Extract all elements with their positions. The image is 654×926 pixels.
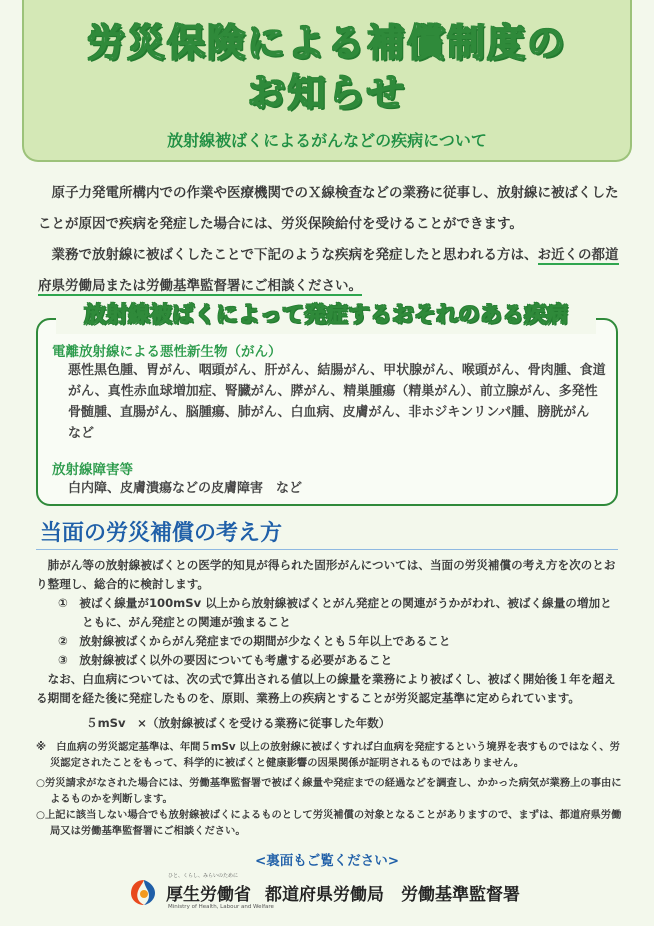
offices-name: 都道府県労働局 労働基準監督署 — [265, 884, 520, 905]
intro-p2-plain: 業務で放射線に被ばくしたことで下記のような疾病を発症したと思われる方は、 — [51, 247, 538, 263]
policy-heading: 当面の労災補償の考え方 — [40, 521, 283, 546]
policy-heading-rule — [36, 549, 618, 550]
policy-paragraph-2: なお、白血病については、次の式で算出される値以上の線量を業務により被ばくし、被ばく開始後１年を超える期間を経た後に発症したものを、原則、業務上の疾病とすることが労災認定基準に定められています。 — [36, 672, 616, 705]
section-cancer-heading: 電離放射線による悪性新生物（がん） — [52, 344, 282, 360]
section-radiation-body: 白内障、皮膚潰瘍などの皮膚障害 など — [68, 481, 303, 496]
section-radiation-heading: 放射線障害等 — [52, 462, 133, 478]
intro-p2-highlight: お近くの都道府県労働局または労働基準監督署にご相談ください。 — [38, 247, 619, 294]
ministry-block — [166, 880, 265, 905]
ministry-english-name: Ministry of Health, Labour and Welfare — [168, 904, 274, 910]
ministry-logo-icon — [128, 876, 160, 908]
ministry-tagline: ひと、くらし、みらいのために — [168, 873, 239, 879]
note-circle-1: ○労災請求がなされた場合には、労働基準監督署で被ばく線量や発症までの経過などを調査し、かかった病気が業務上の事由によるものかを判断します。 — [36, 777, 622, 805]
leukemia-formula: ５mSv ×（放射線被ばくを受ける業務に従事した年数） — [86, 716, 391, 730]
back-page-note: <裏面もご覧ください> — [254, 853, 400, 869]
footnote: ※ 白血病の労災認定基準は、年間５mSv 以上の放射線に被ばくすれば白血病を発症するという境界を表すものではなく、労災認定されたことをもって、科学的に被ばくと健康影響の因果関係が証明されるものではありません。 — [36, 741, 620, 769]
policy-item-1: ① 被ばく線量が100mSv 以上から放射線被ばくとがん発症との関連がうかがわれ、被ばく線量の増加とともに、がん発症との関連が強まること — [58, 596, 612, 629]
policy-paragraph-1: 肺がん等の放射線被ばくとの医学的知見が得られた固形がんについては、当面の労災補償の考え方を次のとおり整理し、総合的に検討します。 — [36, 558, 616, 591]
ministry-name: 厚生労働省 — [166, 884, 251, 905]
note-circle-2: ○上記に該当しない場合でも放射線被ばくによるものとして労災補償の対象となることがありますので、まずは、都道府県労働局又は労働基準監督署にご相談ください。 — [36, 809, 622, 837]
title-line2: お知らせ — [247, 71, 407, 115]
diseases-title: 放射線被ばくによって発症するおそれのある疾病 — [56, 298, 596, 334]
intro-paragraph-2 — [38, 240, 622, 302]
intro-paragraph-1: 原子力発電所構内での作業や医療機関でのＸ線検査などの業務に従事し、放射線に被ばくしたことが原因で疾病を発症した場合には、労災保険給付を受けることができます。 — [38, 185, 619, 232]
header-banner — [22, 0, 632, 162]
title-line1: 労災保険による補償制度の — [86, 21, 567, 65]
policy-item-3: ③ 放射線被ばく以外の要因についても考慮する必要があること — [58, 653, 393, 667]
policy-body — [36, 556, 622, 839]
section-cancer-body: 悪性黒色腫、胃がん、咽頭がん、肝がん、結腸がん、甲状腺がん、喉頭がん、骨肉腫、食道がん、真性赤血球増加症、腎臓がん、膵がん、精巣腫瘍（精巣がん）、前立腺がん、多発性骨髄腫、直腸がん、脳腫瘍、肺がん、白血病、皮膚がん、非ホジキンリンパ腫、膀胱がん など — [68, 363, 606, 441]
policy-item-2: ② 放射線被ばくからがん発症までの期間が少なくとも５年以上であること — [58, 634, 451, 648]
intro-text — [38, 178, 622, 302]
subtitle: 放射線被ばくによるがんなどの疾病について — [167, 131, 487, 150]
